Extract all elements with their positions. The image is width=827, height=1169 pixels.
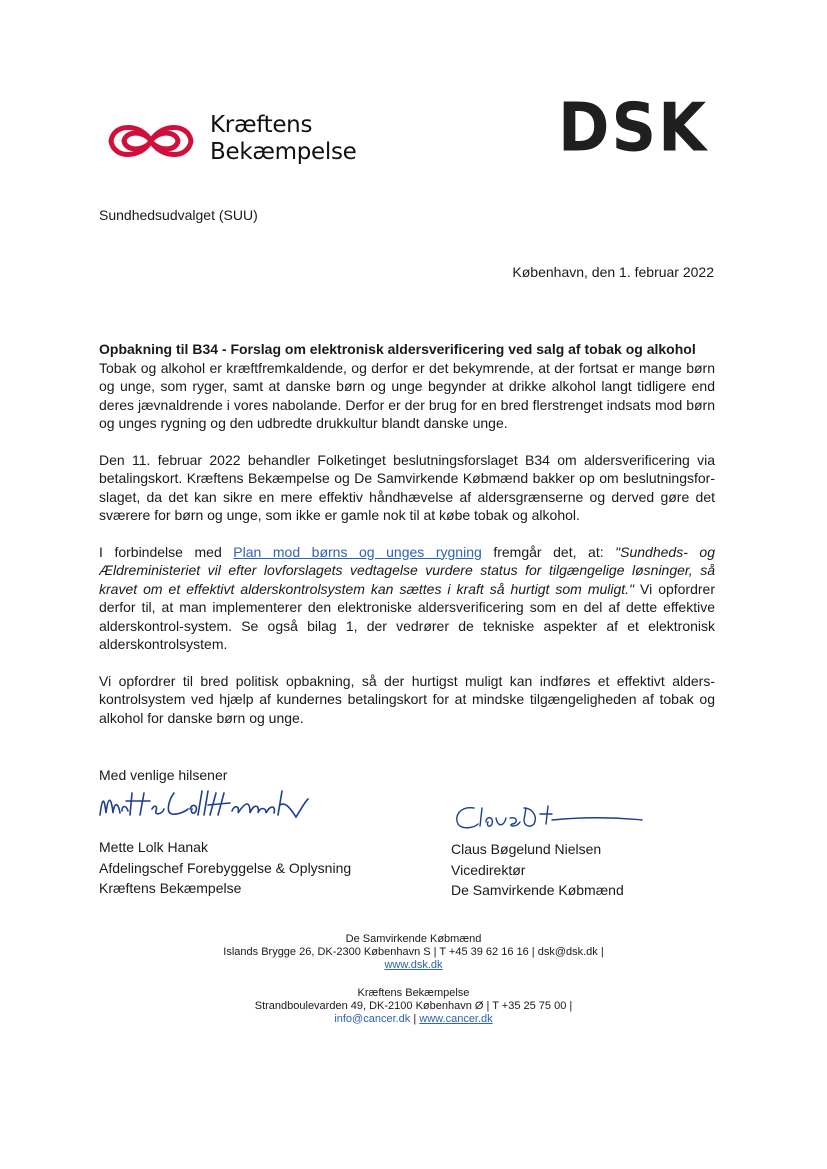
paragraph-1: Tobak og alkohol er kræftfremkaldende, og derfor er det bekymrende, at der fortsat er mange børn og unge, som ryger, samt at danske børn og unge begynder at drikke alkohol langt tidligere end deres jævnaldrende i vores nabolande. Derfor er der brug for en bred flerstrenget indsats mod børn og unges rygning og den udbredte drukkultur blandt danske unge. xyxy=(99,359,715,431)
signer-2 xyxy=(451,839,624,901)
paragraph-3-post: Vi opfordrer derfor til, at man implementerer den elektroniske aldersverificering som en del af dette effektive alderskontrol-system. Se også bilag 1, der vedrører de tekniske aspekter af et elektronisk alderskontrolsystem. xyxy=(99,580,715,652)
signature-2-icon xyxy=(452,802,652,836)
signature-1-icon xyxy=(96,787,316,825)
plan-link[interactable]: Plan mod børns og unges rygning xyxy=(233,543,482,560)
signer-1-name: Mette Lolk Hanak xyxy=(99,839,208,855)
dateline: København, den 1. februar 2022 xyxy=(512,264,714,280)
footer-dsk-address: Islands Brygge 26, DK-2300 København S | T +45 39 62 16 16 | dsk@dsk.dk | xyxy=(223,946,604,958)
signer-2-title: Vicedirektør xyxy=(451,861,526,878)
footer-dsk xyxy=(0,933,827,972)
kb-logo xyxy=(106,110,406,170)
footer-kb-name: Kræftens Bekæmpelse xyxy=(357,987,470,999)
footer-dsk-name: De Samvirkende Købmænd xyxy=(345,933,482,945)
footer-kb-address: Strandboulevarden 49, DK-2100 København Ø | T +35 25 75 00 | xyxy=(254,1000,573,1012)
paragraph-3-quote: "Sundheds- og Ældreministeriet vil efter lovforslagets vedtagelse vurdere status for tilgængelige løsninger, så kravet om et effektivt alderskontrolsystem kan sættes i kraft så hurtigt som muligt." xyxy=(99,543,715,597)
signer-2-org: De Samvirkende Købmænd xyxy=(451,882,624,898)
signer-1-org: Kræftens Bekæmpelse xyxy=(99,880,242,896)
footer-kb-separator: | xyxy=(410,1013,420,1025)
paragraph-3 xyxy=(99,543,715,654)
paragraph-2: Den 11. februar 2022 behandler Folketinget beslutningsforslaget B34 om aldersverificering via betalingskort. Kræftens Bekæmpelse og De Samvirkende Købmænd bakker op om beslutningsfor-slaget, da det kan sikre en mere effektiv håndhævelse af aldersgrænserne og derved gøre det sværere for børn og unge, som ikke er gamle nok til at købe tobak og alkohol. xyxy=(99,451,715,523)
closing: Med venlige hilsener xyxy=(99,767,228,783)
footer-kb xyxy=(0,987,827,1026)
subject-heading: Opbakning til B34 - Forslag om elektronisk aldersverificering ved salg af tobak og alkohol xyxy=(99,341,696,357)
letter-body xyxy=(99,340,715,745)
footer-kb-web-link[interactable]: www.cancer.dk xyxy=(419,1013,493,1025)
paragraph-3-mid: fremgår det, at: xyxy=(481,543,616,560)
signer-1-title: Afdelingschef Forebyggelse & Oplysning xyxy=(99,859,352,876)
dsk-logo: DSK xyxy=(558,88,709,167)
signer-1 xyxy=(99,837,351,899)
kb-logo-mark-icon xyxy=(106,116,196,166)
paragraph-4: Vi opfordrer til bred politisk opbakning, så der hurtigst muligt kan indføres et effektivt alders-kontrolsystem ved hjælp af kundernes betalingskort for at mindske tilgængeligheden af tobak og alkohol for danske børn og unge. xyxy=(99,672,715,726)
recipient: Sundhedsudvalget (SUU) xyxy=(99,207,258,223)
signer-2-name: Claus Bøgelund Nielsen xyxy=(451,841,602,857)
footer-kb-email-link[interactable]: info@cancer.dk xyxy=(334,1013,411,1025)
footer-dsk-web-link[interactable]: www.dsk.dk xyxy=(384,959,443,971)
paragraph-3-pre: I forbindelse med xyxy=(99,543,234,560)
kb-logo-text: Kræftens Bekæmpelse xyxy=(210,112,357,165)
